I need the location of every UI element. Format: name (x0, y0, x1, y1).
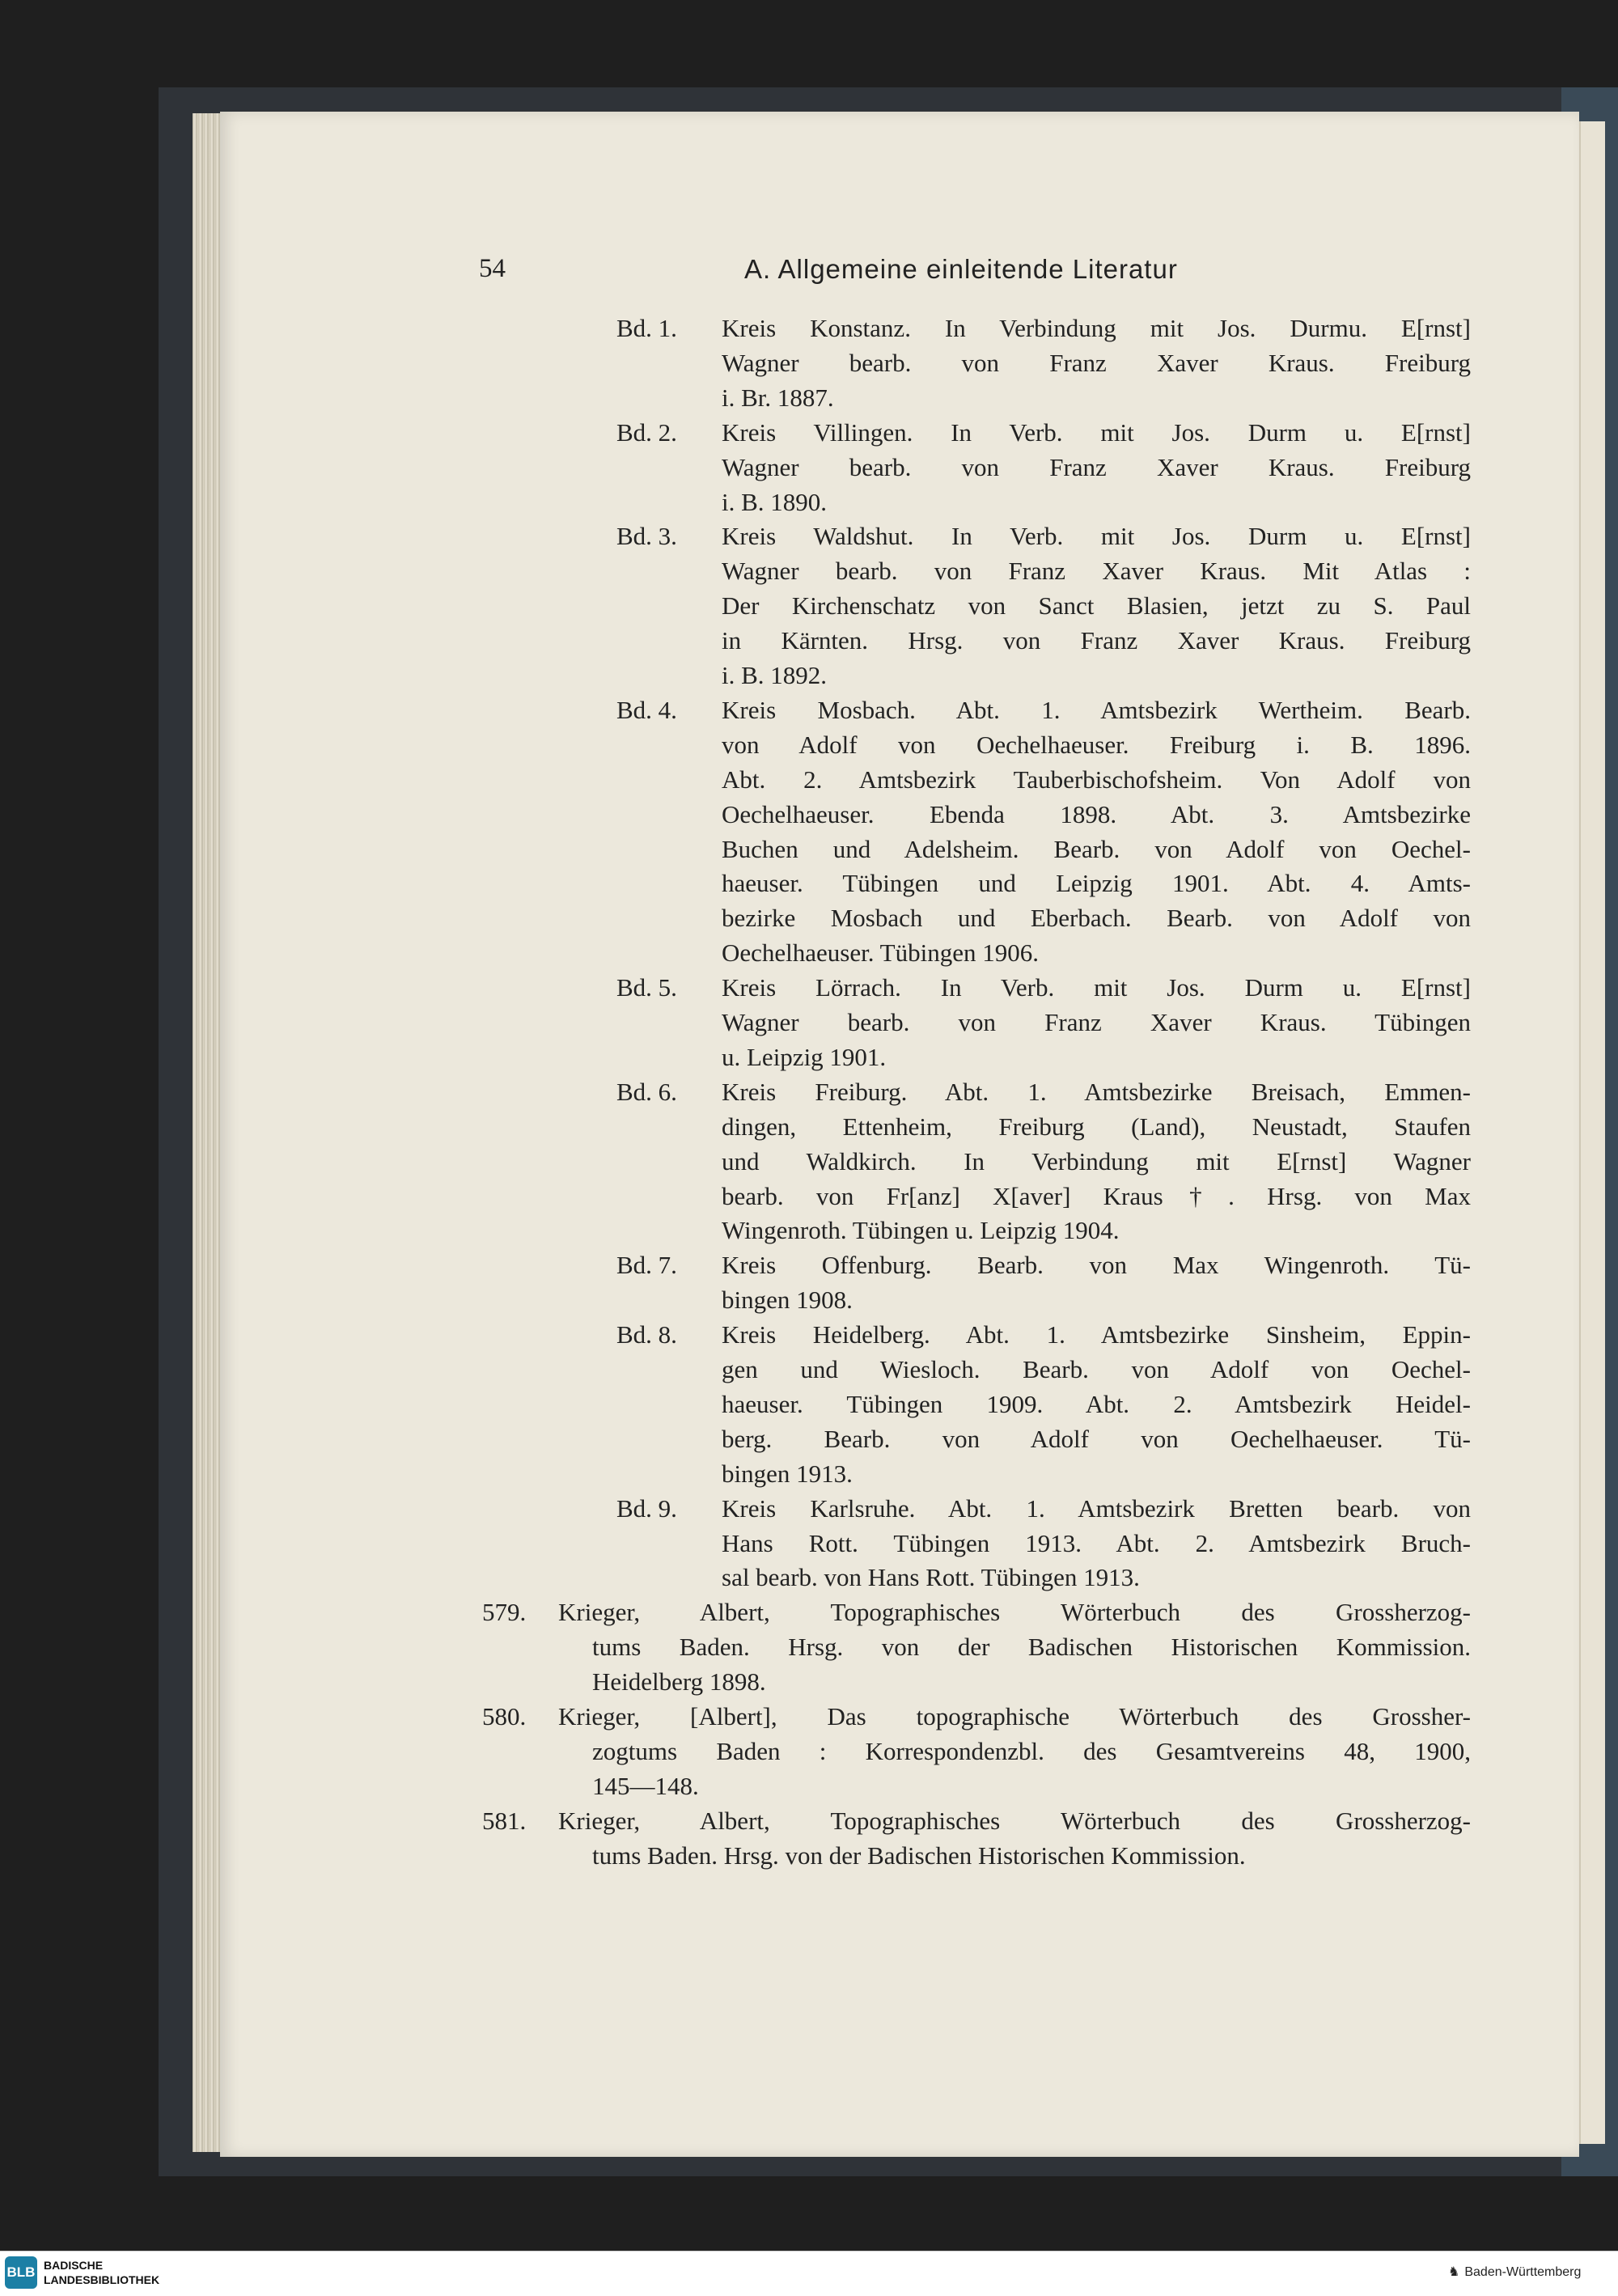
bw-lion-icon: ♞ (1448, 2265, 1460, 2279)
volume-entry-line: u. Leipzig 1901. (722, 1042, 887, 1071)
volume-entry-line: Kreis Heidelberg. Abt. 1. Amtsbezirke Sinsheim, Eppin- (722, 1320, 1471, 1349)
volume-entry-line: Kreis Mosbach. Abt. 1. Amtsbezirk Wertheim. Bearb. (722, 695, 1471, 724)
viewer-footer (0, 2251, 1618, 2296)
volume-entry-line: Kreis Villingen. In Verb. mit Jos. Durm u. E[rnst] (722, 417, 1471, 447)
volume-entry-line: und Waldkirch. In Verbindung mit E[rnst] Wagner (722, 1146, 1471, 1176)
page-number: 54 (479, 254, 506, 283)
volume-entry-line: bingen 1913. (722, 1459, 853, 1488)
volume-entry-label: Bd. 7. (616, 1251, 677, 1280)
bib-item-line: tums Baden. Hrsg. von der Badischen Historischen Kommission. (592, 1633, 1471, 1662)
volume-entry-line: Der Kirchenschatz von Sanct Blasien, jetzt zu S. Paul (722, 591, 1471, 621)
bib-item-line: Krieger, Albert, Topographisches Wörterbuch des Grossherzog- (558, 1806, 1471, 1835)
volume-entry-line: Wagner bearb. von Franz Xaver Kraus. Mit Atlas : (722, 557, 1471, 586)
volume-entry-line: bezirke Mosbach und Eberbach. Bearb. von Adolf von (722, 904, 1471, 933)
volume-entry-line: i. B. 1890. (722, 487, 828, 516)
volume-entry-line: sal bearb. von Hans Rott. Tübingen 1913. (722, 1563, 1140, 1592)
bw-text: Baden-Württemberg (1464, 2265, 1582, 2279)
blb-logo-text[interactable] (44, 2258, 159, 2287)
volume-entry-line: Wingenroth. Tübingen u. Leipzig 1904. (722, 1216, 1120, 1245)
volume-entry-line: Kreis Lörrach. In Verb. mit Jos. Durm u. E[rnst] (722, 973, 1471, 1002)
volume-entry-line: bingen 1908. (722, 1286, 853, 1315)
volume-entry-line: haeuser. Tübingen 1909. Abt. 2. Amtsbezirk Heidel- (722, 1389, 1471, 1418)
bib-item-line: 145—148. (592, 1771, 699, 1800)
volume-entry-label: Bd. 6. (616, 1077, 677, 1106)
volume-entry-label: Bd. 8. (616, 1320, 677, 1349)
volume-entry-line: Oechelhaeuser. Ebenda 1898. Abt. 3. Amtsbezirke (722, 799, 1471, 828)
bib-item-line: tums Baden. Hrsg. von der Badischen Historischen Kommission. (592, 1841, 1246, 1870)
volume-entry-line: Wagner bearb. von Franz Xaver Kraus. Tübingen (722, 1008, 1471, 1036)
volume-entry-line: i. Br. 1887. (722, 383, 834, 412)
volume-entry-line: Abt. 2. Amtsbezirk Tauberbischofsheim. Von Adolf von (722, 765, 1471, 794)
volume-entry-line: gen und Wiesloch. Bearb. von Adolf von Oechel- (722, 1355, 1471, 1383)
volume-entry-line: Kreis Waldshut. In Verb. mit Jos. Durm u. E[rnst] (722, 522, 1471, 551)
baden-wuerttemberg-label[interactable] (1448, 2264, 1581, 2280)
bib-item-line: zogtums Baden : Korrespondenzbl. des Gesamtvereins 48, 1900, (592, 1736, 1471, 1765)
volume-entry-label: Bd. 5. (616, 973, 677, 1002)
volume-entry-label: Bd. 3. (616, 522, 677, 551)
volume-entry-line: Hans Rott. Tübingen 1913. Abt. 2. Amtsbezirk Bruch- (722, 1528, 1471, 1557)
volume-entry-line: dingen, Ettenheim, Freiburg (Land), Neustadt, Staufen (722, 1112, 1471, 1141)
volume-entry-line: i. B. 1892. (722, 661, 828, 689)
bib-item-line: Heidelberg 1898. (592, 1667, 766, 1697)
logo-line-2: LANDESBIBLIOTHEK (44, 2273, 160, 2286)
volume-entry-label: Bd. 9. (616, 1493, 677, 1523)
facing-page-edge (1579, 121, 1605, 2144)
volume-entry-label: Bd. 4. (616, 695, 677, 724)
volume-entry-line: berg. Bearb. von Adolf von Oechelhaeuser. Tü- (722, 1424, 1471, 1453)
blb-logo-icon[interactable]: BLB (5, 2256, 37, 2289)
volume-entry-line: Kreis Karlsruhe. Abt. 1. Amtsbezirk Bretten bearb. von (722, 1493, 1471, 1523)
bib-item-line: Krieger, Albert, Topographisches Wörterbuch des Grossherzog- (558, 1598, 1471, 1627)
volume-entry-label: Bd. 2. (616, 417, 677, 447)
logo-line-1: BADISCHE (44, 2259, 104, 2272)
volume-entry-line: haeuser. Tübingen und Leipzig 1901. Abt. 4. Amts- (722, 869, 1471, 898)
volume-entry-label: Bd. 1. (616, 314, 677, 342)
volume-entry-line: Buchen und Adelsheim. Bearb. von Adolf von Oechel- (722, 834, 1471, 863)
volume-entry-line: Oechelhaeuser. Tübingen 1906. (722, 938, 1039, 968)
bib-item-label: 579. (482, 1598, 527, 1627)
volume-entry-line: Kreis Offenburg. Bearb. von Max Wingenroth. Tü- (722, 1251, 1471, 1280)
volume-entry-line: Wagner bearb. von Franz Xaver Kraus. Freiburg (722, 348, 1471, 377)
bib-item-label: 581. (482, 1806, 527, 1835)
bib-item-line: Krieger, [Albert], Das topographische Wörterbuch des Grossher- (558, 1702, 1471, 1730)
volume-entry-line: in Kärnten. Hrsg. von Franz Xaver Kraus. Freiburg (722, 626, 1471, 655)
volume-entry-line: Wagner bearb. von Franz Xaver Kraus. Freiburg (722, 452, 1471, 481)
page-title: A. Allgemeine einleitende Literatur (744, 254, 1178, 284)
volume-entry-line: Kreis Konstanz. In Verbindung mit Jos. Durmu. E[rnst] (722, 314, 1471, 342)
bib-item-label: 580. (482, 1702, 527, 1730)
volume-entry-line: bearb. von Fr[anz] X[aver] Kraus†. Hrsg. von Max (722, 1181, 1471, 1210)
volume-entry-line: Kreis Freiburg. Abt. 1. Amtsbezirke Breisach, Emmen- (722, 1077, 1471, 1106)
volume-entry-line: von Adolf von Oechelhaeuser. Freiburg i. B. 1896. (722, 730, 1471, 759)
